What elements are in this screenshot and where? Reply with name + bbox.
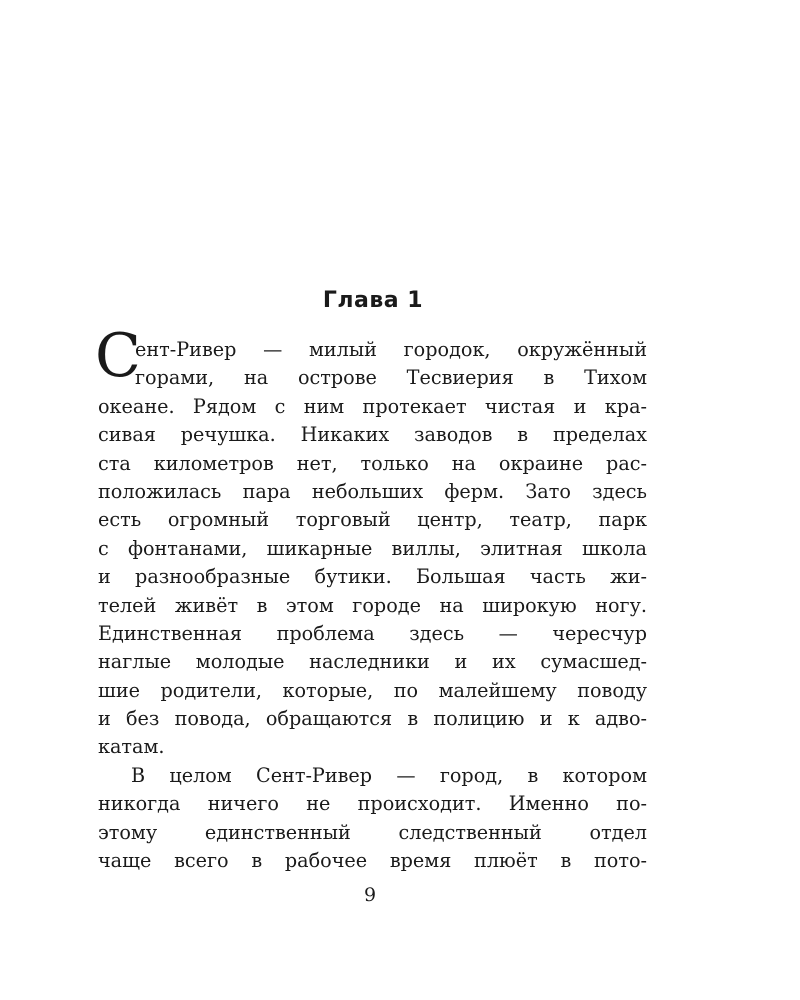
text-line: катам.	[98, 735, 165, 759]
text-line: есть огромный торговый центр, театр, парк	[98, 508, 647, 532]
text-line: чаще всего в рабочее время плюёт в пото-	[98, 849, 647, 873]
text-line: шие родители, которые, по малейшему поводу	[98, 678, 647, 702]
text-line: сивая речушка. Никаких заводов в пределах	[98, 423, 647, 447]
text-line: с фонтанами, шикарные виллы, элитная школа	[98, 536, 647, 560]
text-line: и без повода, обращаются в полицию и к адво-	[98, 707, 647, 731]
page-number: 9	[363, 884, 377, 906]
text-line: ент-Ривер — милый городок, окружённый	[135, 338, 647, 361]
text-line: ста километров нет, только на окраине рас-	[98, 451, 647, 475]
text-line: наглые молодые наследники и их сумасшед-	[98, 650, 647, 674]
text-line: этому единственный следственный отдел	[98, 820, 647, 844]
drop-cap: С	[95, 321, 141, 391]
text-line: телей живёт в этом городе на широкую ногу.	[98, 593, 647, 617]
chapter-text	[95, 321, 647, 875]
text-line: никогда ничего не происходит. Именно по-	[98, 792, 647, 816]
text-line: и разнообразные бутики. Большая часть жи-	[98, 565, 647, 589]
chapter-title: Глава 1	[322, 288, 424, 313]
text-line: положилась пара небольших ферм. Зато здесь	[98, 479, 647, 503]
text-line: В целом Сент-Ривер — город, в котором	[131, 763, 647, 787]
text-line: горами, на острове Тесвиерия в Тихом	[135, 366, 647, 390]
text-line: Единственная проблема здесь — чересчур	[98, 621, 647, 645]
text-line: океане. Рядом с ним протекает чистая и кра-	[98, 394, 647, 418]
